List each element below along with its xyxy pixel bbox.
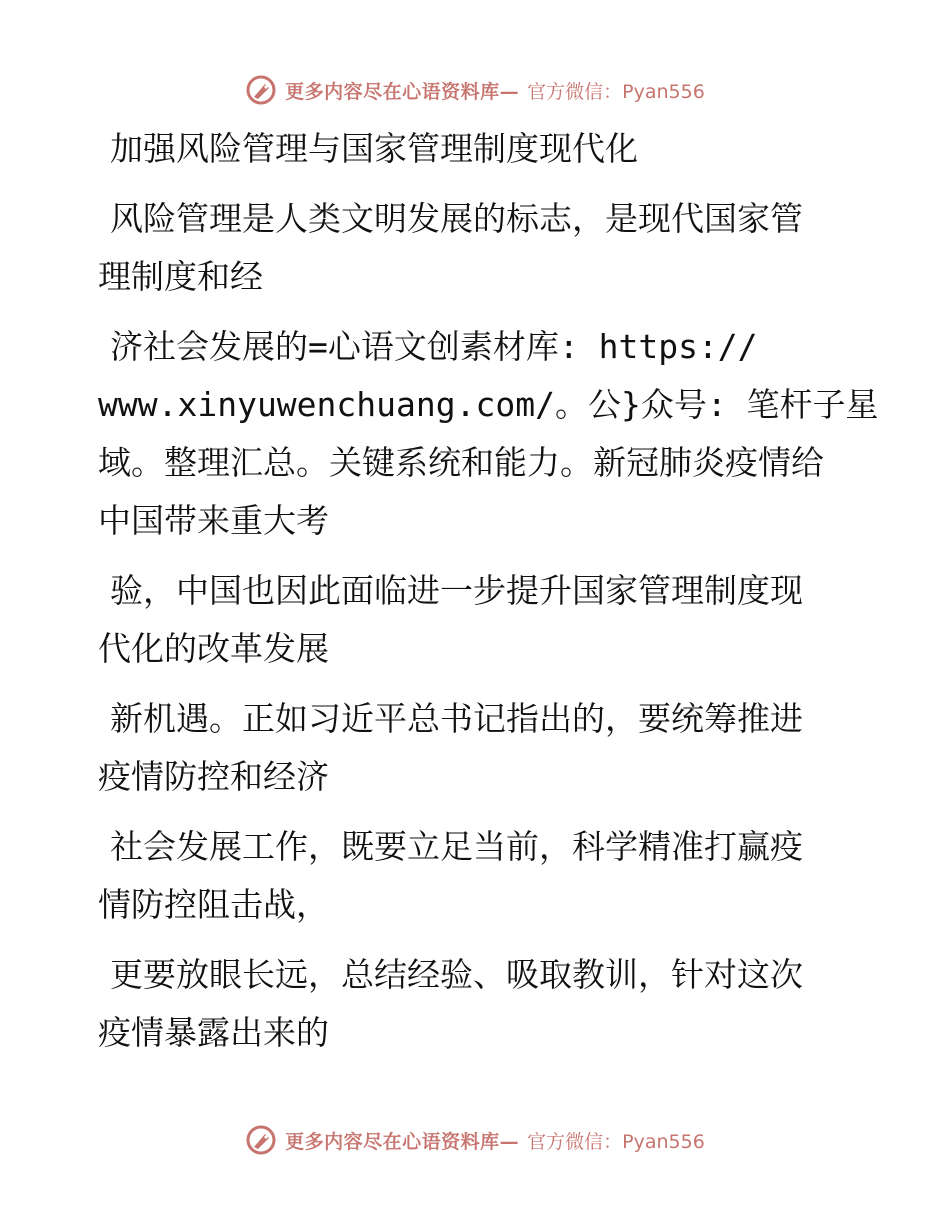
paragraph-line: 代化的改革发展	[98, 629, 329, 668]
paragraph-line: 验，中国也因此面临进一步提升国家管理制度现	[110, 571, 803, 610]
paragraph-line: 中国带来重大考	[98, 501, 329, 540]
paragraph-line: www.xinyuwenchuang.com/。公}众号: 笔杆子星	[98, 385, 879, 424]
paragraph-line: 域。整理汇总。关键系统和能力。新冠肺炎疫情给	[98, 443, 824, 482]
header-brand-text: 更多内容尽在心语资料库—	[285, 80, 520, 103]
paragraph-line: 社会发展工作，既要立足当前，科学精准打赢疫	[110, 827, 803, 866]
paragraph-line: 理制度和经	[98, 257, 263, 296]
document-title: 加强风险管理与国家管理制度现代化	[110, 129, 638, 168]
header-banner	[0, 70, 950, 110]
paragraph-line: 疫情暴露出来的	[98, 1013, 329, 1052]
paragraph-line: 更要放眼长远，总结经验、吸取教训，针对这次	[110, 955, 803, 994]
header-contact-text: 官方微信：Pyan556	[527, 80, 705, 103]
paragraph-line: 情防控阻击战，	[98, 885, 329, 924]
pen-nib-logo-icon	[245, 1124, 277, 1156]
paragraph-line: 济社会发展的=心语文创素材库: https://	[110, 327, 758, 366]
paragraph-line: 新机遇。正如习近平总书记指出的，要统筹推进	[110, 699, 803, 738]
paragraph-line: 风险管理是人类文明发展的标志，是现代国家管	[110, 199, 803, 238]
pen-nib-logo-icon	[245, 74, 277, 106]
document-body	[98, 120, 879, 1062]
paragraph-line: 疫情防控和经济	[98, 757, 329, 796]
footer-banner	[0, 1120, 950, 1160]
footer-contact-text: 官方微信：Pyan556	[527, 1130, 705, 1153]
footer-brand-text: 更多内容尽在心语资料库—	[285, 1130, 520, 1153]
